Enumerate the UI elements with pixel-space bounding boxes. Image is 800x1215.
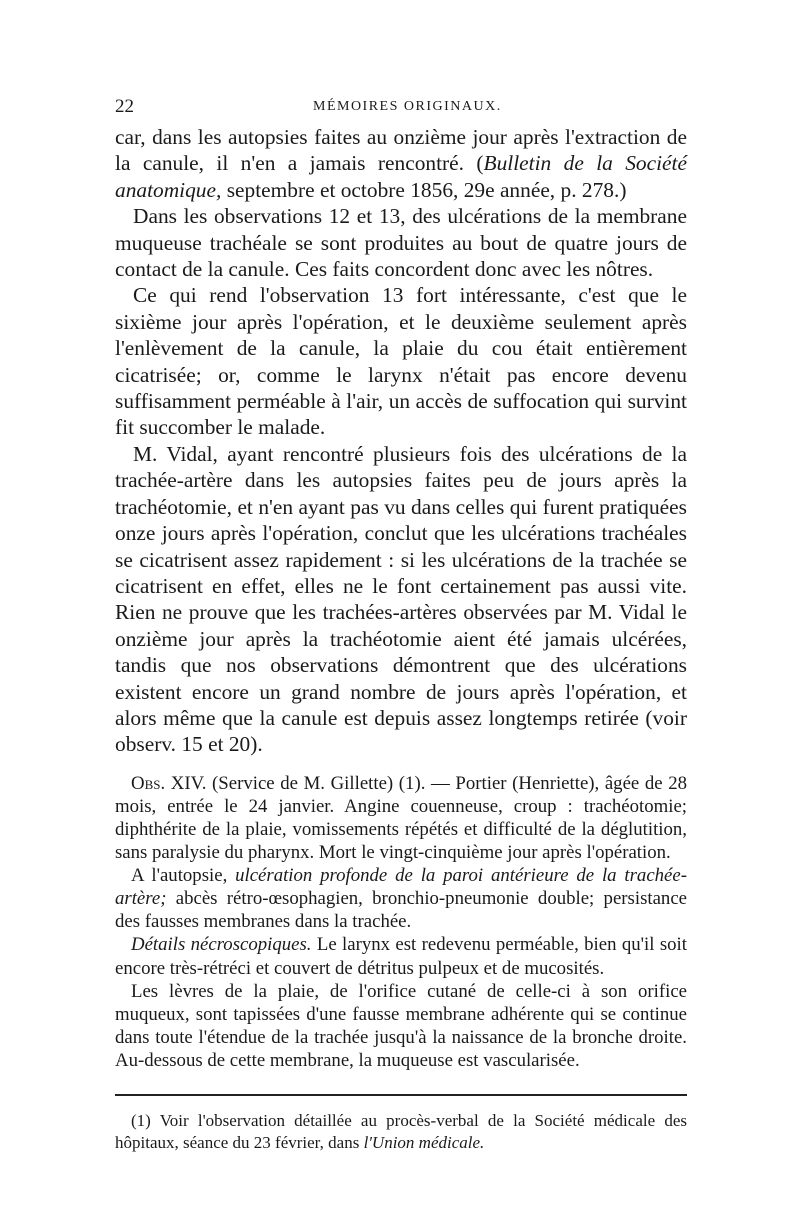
observation-label: Obs. XIV. xyxy=(131,772,207,794)
footnote-text: (1) Voir l'observation détaillée au procès-verbal de la Société médicale des hôpitaux, séance du 23 février, dans l'Union médicale. xyxy=(115,1110,687,1152)
running-title: MÉMOIRES ORIGINAUX. xyxy=(313,99,502,114)
paragraph-2: Dans les observations 12 et 13, des ulcérations de la membrane muqueuse trachéale se sont produites au bout de quatre jours de contact de la canule. Ces faits concordent donc avec les nôtres. xyxy=(115,204,687,282)
footnote xyxy=(115,1110,687,1154)
page xyxy=(115,96,687,1154)
paragraph-3: Ce qui rend l'observation 13 fort intéressante, c'est que le sixième jour après l'opération, et le deuxième seulement après l'enlèvement de la canule, la plaie du cou était entièrement cicatrisée; or, comme le larynx n'était pas encore devenu suffisamment perméable à l'air, un accès de suffocation qui survint fit succomber le malade. xyxy=(115,283,687,440)
footnote-divider xyxy=(115,1094,687,1096)
observation-paragraph-4: Les lèvres de la plaie, de l'orifice cutané de celle-ci à son orifice muqueux, sont tapissées d'une fausse membrane adhérente qui se continue dans toute l'étendue de la trachée jusqu'à la naissance de la bronche droite. Au-dessous de cette membrane, la muqueuse est vascularisée. xyxy=(115,980,687,1071)
paragraph-4: M. Vidal, ayant rencontré plusieurs fois des ulcérations de la trachée-artère dans les autopsies faites peu de jours après la trachéotomie, et n'en ayant pas vu dans celles qui furent pratiquées onze jours après l'opération, conclut que les ulcérations trachéales se cicatrisent assez rapidement : si les ulcérations de la trachée se cicatrisent en effet, elles ne le font certainement pas aussi vite. Rien ne prouve que les trachées-artères observées par M. Vidal le onzième jour après la trachéotomie aient été jamais ulcérées, tandis que nos observations démontrent que des ulcérations existent encore un grand nombre de jours après l'opération, et alors même que la canule est depuis assez longtemps retirée (voir observ. 15 et 20). xyxy=(115,441,687,757)
main-text xyxy=(115,124,687,758)
observation-paragraph-2: A l'autopsie, ulcération profonde de la paroi antérieure de la trachée-artère; abcès rétro-œsophagien, bronchio-pneumonie double; persistance des fausses membranes dans la trachée. xyxy=(115,865,687,933)
running-header xyxy=(115,96,687,124)
observation-paragraph-1: Obs. XIV. (Service de M. Gillette) (1). — Portier (Henriette), âgée de 28 mois, entrée le 24 janvier. Angine couenneuse, croup : trachéotomie; diphthérite de la plaie, vomissements répétés et difficulté de la déglutition, sans paralysie du pharynx. Mort le vingt-cinquième jour après l'opération. xyxy=(115,772,687,864)
paragraph-1: car, dans les autopsies faites au onzième jour après l'extraction de la canule, il n'en a jamais rencontré. (Bulletin de la Société anatomique, septembre et octobre 1856, 29e année, p. 278.) xyxy=(115,125,687,202)
observation-block xyxy=(115,772,687,1072)
page-number: 22 xyxy=(115,96,134,117)
observation-paragraph-3: Détails nécroscopiques. Le larynx est redevenu perméable, bien qu'il soit encore très-rétréci et couvert de détritus pulpeux et de mucosités. xyxy=(115,934,687,979)
